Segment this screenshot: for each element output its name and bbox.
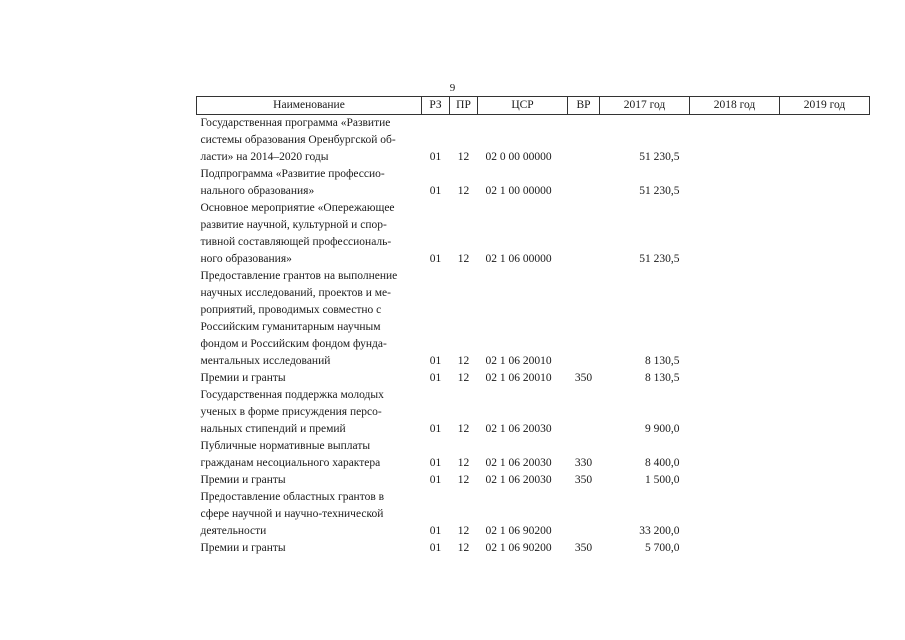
row-vr: 350 xyxy=(574,372,593,384)
table-body xyxy=(197,115,870,558)
row-2019 xyxy=(780,200,870,268)
row-2018 xyxy=(690,540,780,557)
row-name: Подпрограмма «Развитие профессио- нального образования» xyxy=(200,168,385,197)
table-row xyxy=(197,540,870,557)
header-pr: ПР xyxy=(450,97,478,115)
row-name: Государственная поддержка молодых ученых в форме присуждения персо- нальных стипендий и премий xyxy=(200,389,384,435)
row-2019 xyxy=(780,438,870,472)
row-pr: 12 xyxy=(457,253,470,265)
table-row xyxy=(197,115,870,167)
row-csr: 02 1 06 20010 xyxy=(485,372,552,384)
header-2019: 2019 год xyxy=(780,97,870,115)
row-pr: 12 xyxy=(457,525,470,537)
row-rz: 01 xyxy=(429,151,442,163)
row-2018 xyxy=(690,370,780,387)
row-2019 xyxy=(780,489,870,540)
header-row xyxy=(197,97,870,115)
row-pr: 12 xyxy=(457,423,470,435)
row-2018 xyxy=(690,268,780,370)
header-name: Наименование xyxy=(197,97,422,115)
page-number-text: 9 xyxy=(449,82,456,94)
row-2017: 51 230,5 xyxy=(639,151,680,163)
row-pr: 12 xyxy=(457,151,470,163)
row-2019 xyxy=(780,472,870,489)
row-csr: 02 1 06 90200 xyxy=(485,542,552,554)
row-2017: 8 400,0 xyxy=(645,457,680,469)
header-2018: 2018 год xyxy=(690,97,780,115)
row-pr: 12 xyxy=(457,542,470,554)
row-name: Премии и гранты xyxy=(200,372,286,384)
row-vr: 350 xyxy=(574,542,593,554)
row-pr: 12 xyxy=(457,474,470,486)
row-name: Предоставление грантов на выполнение научных исследований, проектов и ме- роприятий, проводимых совместно с Российским гуманитарным научным фондом и Российским фондом фунда- ментальных исследований xyxy=(200,270,398,367)
budget-table xyxy=(196,96,870,557)
row-name: Публичные нормативные выплаты гражданам несоциального характера xyxy=(200,440,381,469)
row-rz: 01 xyxy=(429,185,442,197)
table-row xyxy=(197,387,870,438)
row-2018 xyxy=(690,115,780,167)
table-row xyxy=(197,489,870,540)
row-rz: 01 xyxy=(429,253,442,265)
row-vr xyxy=(568,268,600,370)
row-name: Предоставление областных грантов в сфере научной и научно-технической деятельности xyxy=(200,491,385,537)
row-2019 xyxy=(780,166,870,200)
header-rz: РЗ xyxy=(422,97,450,115)
table-row xyxy=(197,200,870,268)
row-rz: 01 xyxy=(429,542,442,554)
row-vr: 350 xyxy=(574,474,593,486)
header-2017: 2017 год xyxy=(600,97,690,115)
row-csr: 02 1 06 20030 xyxy=(485,457,552,469)
row-2018 xyxy=(690,200,780,268)
table-row xyxy=(197,268,870,370)
row-2017: 1 500,0 xyxy=(645,474,680,486)
row-name: Премии и гранты xyxy=(200,474,286,486)
page-number xyxy=(0,82,905,94)
table-row xyxy=(197,472,870,489)
table-row xyxy=(197,166,870,200)
row-vr xyxy=(568,200,600,268)
row-2017: 9 900,0 xyxy=(645,423,680,435)
row-2018 xyxy=(690,489,780,540)
row-2019 xyxy=(780,540,870,557)
row-2017: 8 130,5 xyxy=(645,355,680,367)
row-vr xyxy=(568,489,600,540)
row-pr: 12 xyxy=(457,185,470,197)
row-csr: 02 1 06 00000 xyxy=(485,253,552,265)
row-rz: 01 xyxy=(429,423,442,435)
header-csr: ЦСР xyxy=(478,97,568,115)
table-row xyxy=(197,438,870,472)
row-pr: 12 xyxy=(457,457,470,469)
row-2019 xyxy=(780,115,870,167)
header-vr: ВР xyxy=(568,97,600,115)
row-csr: 02 1 06 20030 xyxy=(485,474,552,486)
row-vr xyxy=(568,166,600,200)
row-vr xyxy=(568,115,600,167)
row-rz: 01 xyxy=(429,372,442,384)
row-2017: 5 700,0 xyxy=(645,542,680,554)
row-2019 xyxy=(780,387,870,438)
row-vr xyxy=(568,387,600,438)
row-pr: 12 xyxy=(457,355,470,367)
row-rz: 01 xyxy=(429,474,442,486)
table-row xyxy=(197,370,870,387)
row-rz: 01 xyxy=(429,457,442,469)
row-name: Государственная программа «Развитие системы образования Оренбургской об- ласти» на 2014–2020 годы xyxy=(200,117,396,163)
row-csr: 02 1 00 00000 xyxy=(485,185,552,197)
row-2018 xyxy=(690,166,780,200)
row-2019 xyxy=(780,268,870,370)
row-vr: 330 xyxy=(574,457,593,469)
row-rz: 01 xyxy=(429,525,442,537)
row-csr: 02 1 06 90200 xyxy=(485,525,552,537)
table-header xyxy=(197,97,870,115)
row-pr: 12 xyxy=(457,372,470,384)
row-csr: 02 0 00 00000 xyxy=(485,151,552,163)
row-2017: 51 230,5 xyxy=(639,253,680,265)
row-2019 xyxy=(780,370,870,387)
row-csr: 02 1 06 20010 xyxy=(485,355,552,367)
row-2018 xyxy=(690,472,780,489)
row-name: Основное мероприятие «Опережающее развитие научной, культурной и спор- тивной составляющей профессиональ- ного образования» xyxy=(200,202,395,265)
row-rz: 01 xyxy=(429,355,442,367)
row-2017: 8 130,5 xyxy=(645,372,680,384)
row-2017: 51 230,5 xyxy=(639,185,680,197)
row-2018 xyxy=(690,438,780,472)
row-2018 xyxy=(690,387,780,438)
row-2017: 33 200,0 xyxy=(639,525,680,537)
row-name: Премии и гранты xyxy=(200,542,286,554)
row-csr: 02 1 06 20030 xyxy=(485,423,552,435)
